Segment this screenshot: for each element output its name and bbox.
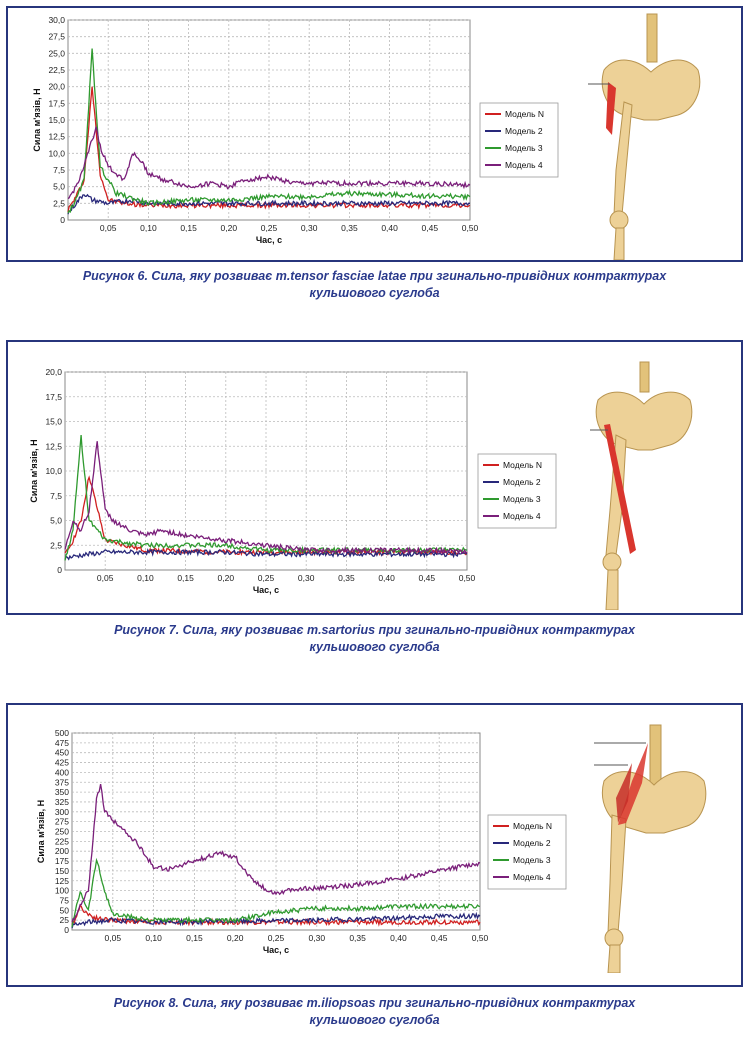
- x-tick-label: 0,05: [99, 223, 117, 233]
- x-tick-label: 0,45: [421, 223, 439, 233]
- x-tick-label: 0,25: [267, 933, 285, 943]
- legend-label: Модель N: [505, 109, 545, 119]
- y-tick-label: 300: [54, 806, 69, 817]
- figure-7-caption-line2: кульшового суглоба: [309, 640, 440, 654]
- figure-7-caption-line1: Рисунок 7. Сила, яку розвиває m.sartorius при згинально-привідних контрактурах: [114, 623, 635, 637]
- x-tick-label: 0,20: [220, 223, 238, 233]
- y-tick-label: 0: [64, 925, 69, 935]
- figure-7-frame: [6, 340, 743, 615]
- x-tick-label: 0,25: [260, 223, 278, 233]
- y-tick-label: 375: [54, 777, 69, 788]
- figure-7-caption: [0, 622, 749, 656]
- pelvis-femur-tensor-fasciae-latae-icon: [586, 10, 716, 260]
- x-tick-label: 0,30: [308, 933, 326, 943]
- y-tick-label: 350: [54, 787, 69, 798]
- x-tick-label: 0,10: [145, 933, 162, 943]
- x-tick-label: 0,35: [341, 223, 358, 233]
- y-tick-label: 500: [54, 728, 69, 738]
- figure-6-caption-line2: кульшового суглоба: [309, 286, 440, 300]
- figure-8-frame: [6, 703, 743, 987]
- x-tick-label: 0,15: [186, 933, 203, 943]
- y-tick-label: 50: [59, 905, 69, 916]
- legend-label: Модель 2: [513, 838, 551, 848]
- figure-6-frame: [6, 6, 743, 262]
- y-tick-label: 100: [54, 885, 69, 896]
- x-tick-label: 0,05: [104, 933, 122, 943]
- x-tick-label: 0,25: [257, 573, 275, 583]
- y-axis-label: Сила м'язів, Н: [36, 799, 46, 864]
- x-tick-label: 0,15: [177, 573, 194, 583]
- y-tick-label: 10,0: [48, 148, 65, 159]
- y-tick-label: 225: [54, 836, 69, 847]
- y-tick-label: 425: [54, 757, 69, 768]
- y-tick-label: 125: [54, 875, 69, 886]
- y-tick-label: 75: [59, 895, 69, 906]
- x-tick-label: 0,45: [418, 573, 436, 583]
- y-tick-label: 27,5: [48, 31, 65, 42]
- x-tick-label: 0,35: [349, 933, 366, 943]
- y-tick-label: 150: [54, 865, 69, 876]
- y-tick-label: 450: [54, 747, 69, 758]
- figure-8-caption-line1: Рисунок 8. Сила, яку розвиває m.iliopsoas при згинально-привідних контрактурах: [113, 996, 636, 1010]
- x-tick-label: 0,50: [458, 573, 476, 583]
- y-tick-label: 250: [54, 826, 69, 837]
- y-tick-label: 17,5: [45, 391, 62, 402]
- x-tick-label: 0,45: [430, 933, 448, 943]
- legend-label: Модель 2: [503, 477, 541, 487]
- y-axis-label: Сила м'язів, Н: [32, 88, 42, 152]
- y-tick-label: 25: [59, 915, 69, 926]
- y-tick-label: 175: [54, 856, 69, 867]
- y-tick-label: 15,0: [48, 115, 65, 125]
- x-tick-label: 0,30: [297, 573, 315, 583]
- x-tick-label: 0,30: [300, 223, 318, 233]
- x-axis-label: Час, с: [262, 945, 290, 955]
- legend-label: Модель 3: [505, 143, 543, 153]
- figure-8-caption-line2: кульшового суглоба: [309, 1013, 440, 1027]
- y-tick-label: 0: [60, 215, 65, 225]
- y-tick-label: 325: [54, 796, 69, 807]
- y-tick-label: 30,0: [48, 15, 65, 25]
- y-axis-label: Сила м'язів, Н: [29, 439, 39, 503]
- y-tick-label: 17,5: [48, 98, 65, 109]
- x-tick-label: 0,40: [390, 933, 407, 943]
- y-tick-label: 20,0: [48, 81, 65, 92]
- y-tick-label: 2,5: [50, 540, 62, 551]
- x-tick-label: 0,10: [137, 573, 154, 583]
- x-tick-label: 0,05: [96, 573, 114, 583]
- legend-label: Модель N: [503, 460, 543, 470]
- figure-6-caption: [0, 268, 749, 302]
- y-tick-label: 0: [57, 565, 62, 575]
- y-tick-label: 20,0: [45, 367, 62, 377]
- y-tick-label: 10,0: [45, 466, 62, 476]
- legend-label: Модель 4: [513, 872, 551, 882]
- pelvis-femur-sartorius-icon: [588, 360, 708, 610]
- x-tick-label: 0,50: [461, 223, 479, 233]
- y-tick-label: 5,0: [50, 515, 62, 526]
- y-tick-label: 7,5: [50, 490, 62, 501]
- x-tick-label: 0,40: [381, 223, 398, 233]
- y-tick-label: 15,0: [45, 416, 62, 427]
- x-tick-label: 0,10: [140, 223, 157, 233]
- legend-label: Модель 2: [505, 126, 543, 136]
- y-tick-label: 22,5: [48, 65, 65, 75]
- x-tick-label: 0,35: [338, 573, 355, 583]
- figure-6-caption-line1: Рисунок 6. Сила, яку розвиває m.tensor fasciae latae при згинально-привідних контрактурах: [82, 269, 667, 283]
- legend-label: Модель 3: [503, 494, 541, 504]
- legend-label: Модель 4: [503, 511, 541, 521]
- legend-label: Модель 4: [505, 160, 543, 170]
- x-tick-label: 0,50: [471, 933, 489, 943]
- y-tick-label: 7,5: [53, 165, 65, 175]
- spine-pelvis-femur-iliopsoas-icon: [588, 723, 718, 973]
- legend-label: Модель N: [513, 821, 553, 831]
- x-tick-label: 0,20: [217, 573, 235, 583]
- y-tick-label: 400: [54, 767, 69, 778]
- figure-8-caption: [0, 995, 749, 1029]
- y-tick-label: 275: [54, 816, 69, 827]
- y-tick-label: 5,0: [53, 181, 65, 192]
- x-axis-label: Час, с: [255, 235, 283, 245]
- legend-label: Модель 3: [513, 855, 551, 865]
- y-tick-label: 2,5: [53, 198, 65, 209]
- x-tick-label: 0,15: [180, 223, 197, 233]
- y-tick-label: 25,0: [48, 48, 65, 59]
- y-tick-label: 475: [54, 737, 69, 748]
- y-tick-label: 12,5: [48, 131, 65, 142]
- y-tick-label: 12,5: [45, 441, 62, 452]
- y-tick-label: 200: [54, 846, 69, 857]
- x-axis-label: Час, с: [252, 585, 280, 595]
- x-tick-label: 0,20: [226, 933, 244, 943]
- x-tick-label: 0,40: [378, 573, 395, 583]
